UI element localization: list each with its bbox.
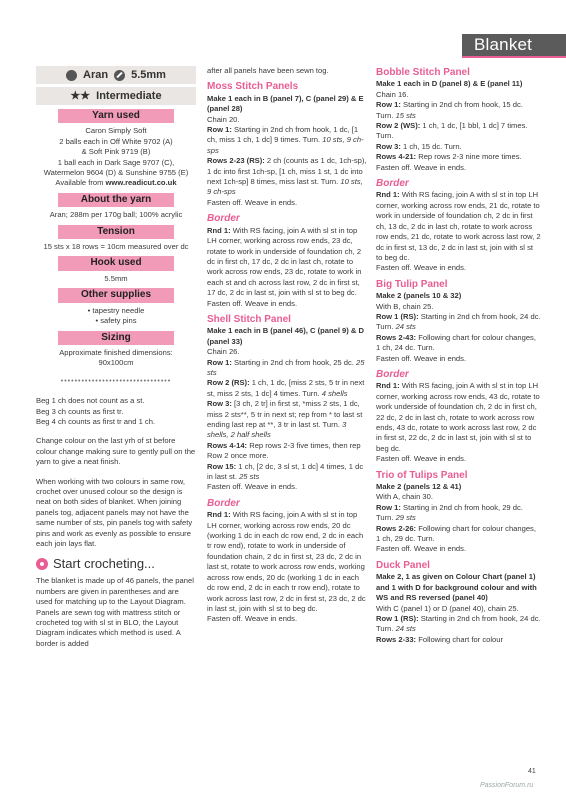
row-label: Row 1: (207, 357, 232, 367)
moss-fasten-off: Fasten off. Weave in ends. (207, 197, 298, 207)
supplier-link[interactable]: www.readicut.co.uk (105, 178, 177, 188)
note-line: Beg 1 ch does not count as a st. (36, 396, 145, 406)
row-text: With RS facing, join A with sl st in top LH corner, working across row ends, 20 dc (working 1 dc in each dc row end, 2 dc in each tr row end), rotate to work in underside of foundation chain, 2 dc in first st, 23 dc, 2 dc in last st, rotate to work across row ends, working across row ends, 20 dc (working 1 dc in each dc row end, 2 dc in each tr row end), rotate to work across last row, 2 dc in first st, 23 dc, 2 dc in last st, join with sl st to beg dc. (207, 510, 366, 613)
continued-text: after all panels have been sewn tog. (207, 66, 329, 75)
yarn-used-list (36, 126, 196, 188)
shell-border-title: Border (207, 497, 240, 509)
yarn-line: Caron Simply Soft (85, 126, 147, 136)
skill-level-box (36, 87, 196, 105)
trio-rows-2-26 (376, 524, 541, 545)
row-text: Starting in 2nd ch from hook, 29 dc. Turn. (376, 502, 523, 523)
hook-size: 5.5mm (131, 68, 166, 81)
bobble-stitch-title: Bobble Stitch Panel (376, 67, 470, 78)
supply-item: • safety pins (95, 316, 137, 326)
row-label: Row 1: (376, 100, 401, 110)
tulip-border-round (376, 381, 541, 454)
bobble-chain: Chain 16. (376, 89, 409, 99)
about-yarn-header: About the yarn (58, 193, 174, 207)
sizing-header: Sizing (58, 331, 174, 345)
shell-row-15 (207, 462, 367, 483)
bobble-row-1 (376, 100, 541, 121)
trio-row-1 (376, 503, 541, 524)
row-label: Rows 2-26: (376, 523, 417, 533)
shell-border-fasten: Fasten off. Weave in ends. (207, 614, 298, 624)
trio-fasten-off: Fasten off. Weave in ends. (376, 544, 467, 554)
row-label: Row 3: (207, 399, 232, 409)
trio-tulips-make: Make 2 (panels 12 & 41) (376, 482, 462, 492)
row-label: Rows 4-14: (207, 440, 248, 450)
shell-row-2 (207, 378, 367, 399)
row-text: Starting in 2nd ch from hook, 15 dc. Turn. (376, 100, 523, 120)
bobble-row-3 (376, 142, 541, 152)
bobble-stitch-make: Make 1 each in D (panel 8) & E (panel 11) (376, 79, 523, 89)
info-column (36, 66, 196, 649)
big-tulip-chain: With B, chain 25. (376, 301, 434, 311)
tension-header: Tension (58, 225, 174, 239)
flower-icon (36, 558, 48, 570)
row-text: Following chart for colour (416, 634, 504, 644)
row-label: Row 2 (WS): (376, 121, 421, 131)
start-heading (36, 558, 196, 570)
duck-panel-title: Duck Panel (376, 559, 430, 571)
shell-stitch-make: Make 1 each in B (panel 46), C (panel 9) & D (panel 33) (207, 326, 364, 346)
moss-stitch-title: Moss Stitch Panels (207, 81, 299, 93)
row-text: 1 ch, 1 dc, [1 bbl, 1 dc] 7 times. Turn. (376, 121, 528, 141)
big-tulip-rows-2-43 (376, 333, 541, 354)
moss-border-fasten: Fasten off. Weave in ends. (207, 298, 298, 308)
duck-chain: With C (panel 1) or D (panel 40), chain 25. (376, 603, 519, 613)
row-label: Row 2 (RS): (207, 378, 250, 388)
shell-row-1 (207, 358, 367, 379)
availability-prefix: Available from (55, 178, 106, 188)
big-tulip-title: Big Tulip Panel (376, 278, 448, 290)
stitch-count: 10 sts, 9 ch-sps (207, 177, 363, 197)
row-label: Rnd 1: (207, 225, 231, 235)
stitch-count: 24 sts (395, 624, 416, 634)
bobble-border-round (376, 190, 541, 263)
big-tulip-make: Make 2 (panels 10 & 32) (376, 291, 462, 301)
yarn-line: & Soft Pink 9719 (B) (81, 147, 151, 157)
two-colour-note: When working with two colours in same row, crochet over unused colour so the design is neat on both sides of blanket. When joining panels tog, adjacent panels may not have the same number of sts, pin panels tog with safety pins and work as evenly as possible to ensure each join lays flat. (36, 476, 193, 548)
other-supplies-header: Other supplies (58, 288, 174, 302)
row-label: Row 15: (207, 461, 237, 471)
yarn-weight-hook-box (36, 66, 196, 84)
duck-panel-make: Make 2, 1 as given on Colour Chart (panel 1) and 1 with D for background colour and with WS and RS reversed (panel 40) (376, 572, 537, 603)
stitch-count: 4 shells (321, 388, 348, 398)
page-title: Blanket (462, 34, 566, 56)
shell-rows-4-14 (207, 441, 367, 462)
row-text: 1 ch, 15 dc. Turn. (400, 141, 462, 151)
row-text: Starting in 2nd ch from hook, 24 dc. Turn. (376, 311, 541, 332)
row-label: Rows 2-33: (376, 634, 417, 644)
colour-change-note: Change colour on the last yrh of st before colour change making sure to gently pull on the yarn to give a neat finish. (36, 436, 196, 467)
note-line: Beg 3 ch counts as first tr. (36, 406, 124, 416)
hook-used-text: 5.5mm (104, 273, 128, 283)
trio-tulips-title: Trio of Tulips Panel (376, 469, 468, 481)
stitch-count: 10 sts, 9 ch-sps (207, 135, 364, 155)
bobble-border-title: Border (376, 178, 409, 190)
skill-level: Intermediate (96, 89, 162, 102)
tulip-border-fasten: Fasten off. Weave in ends. (376, 454, 467, 464)
start-text: The blanket is made up of 46 panels, the panel numbers are given in parentheses and are used for matching up to the Layout Diagram. Panels are sewn tog with mattress stitch or crocheted tog with sl st in BLO, the Layout Diagram indicates which method is used. A border is added (36, 576, 194, 648)
row-text: Starting in 2nd ch from hook, 25 dc. (231, 357, 357, 367)
start-heading-text: Start crocheting... (53, 556, 155, 572)
yarn-line: Watermelon 9604 (D) & Sunshine 9755 (E) (43, 168, 189, 178)
row-label: Row 1 (RS): (376, 613, 419, 623)
stitch-count: 29 sts (395, 513, 416, 523)
row-text: With RS facing, join A with sl st in top LH corner, working across row ends, 43 dc, rotate to work underside of foundation ch, 2 dc in first ch, 22 dc, 2 dc in last ch, rotate to work across row ends, 43 dc, rotate to work across last row, 2 dc in first st, 22 dc, 2 dc in last st, join with sl st to beg dc. (376, 381, 540, 453)
star-icon: ★★ (70, 89, 91, 102)
row-text: Rep rows 2-3 five times, then rep Row 2 once more. (207, 440, 361, 461)
stitch-count: 3 shells, 2 half shells (207, 420, 347, 440)
yarn-used-header: Yarn used (58, 109, 174, 123)
stitch-count: 25 sts (207, 357, 365, 377)
moss-border-round (207, 226, 367, 299)
row-text: [3 ch, 2 tr] in first st, *miss 2 sts, 1 dc, miss 2 sts**, 5 tr in next st; rep from * to last st ending last rep at **, 3 tr in last st. Turn. (207, 399, 363, 429)
moss-stitch-make: Make 1 each in B (panel 7), C (panel 29) & E (panel 28) (207, 93, 364, 114)
row-label: Rows 2-23 (RS): (207, 156, 265, 166)
pattern-column-2 (207, 66, 367, 625)
pattern-column-3 (376, 66, 541, 645)
stitch-count: 25 sts (239, 472, 260, 482)
shell-stitch-chain: Chain 26. (207, 347, 240, 357)
moss-row-2 (207, 156, 367, 198)
crochet-hook-icon (114, 70, 125, 81)
row-label: Row 1: (376, 502, 401, 512)
shell-stitch-title: Shell Stitch Panel (207, 313, 291, 325)
page-number: 41 (528, 768, 536, 775)
bobble-border-fasten: Fasten off. Weave in ends. (376, 263, 467, 273)
bobble-rows-4-21 (376, 152, 541, 162)
bobble-fasten-off: Fasten off. Weave in ends. (376, 162, 467, 172)
stitch-count: 24 sts (395, 322, 416, 332)
shell-border-round (207, 510, 367, 614)
row-label: Row 1 (RS): (376, 311, 419, 321)
about-yarn-text: Aran; 288m per 170g ball; 100% acrylic (49, 210, 183, 220)
row-label: Rows 4-21: (376, 152, 417, 162)
yarn-ball-icon (66, 70, 77, 81)
row-label: Row 1: (207, 125, 232, 135)
row-text: 1 ch, [2 dc, 3 sl st, 1 dc] 4 times, 1 dc in last st. (207, 461, 364, 482)
hook-used-header: Hook used (58, 256, 174, 270)
big-tulip-fasten-off: Fasten off. Weave in ends. (376, 353, 467, 363)
row-label: Rnd 1: (376, 381, 400, 391)
row-text: Following chart for colour changes, 1 ch, 29 dc. Turn. (376, 523, 536, 544)
row-text: With RS facing, join A with sl st in top LH corner, working across row ends, 21 dc, rotate to work in underside of foundation ch, 2 dc in first ch, 13 dc, 2 dc in last ch, rotate to work across row ends, 21 dc, rotate to work across last row, 2 dc in first st, 13 dc, 2 dc in last st, join with sl st to beg dc. (376, 190, 541, 262)
duck-rows-2-33 (376, 635, 541, 645)
title-underline (462, 56, 566, 58)
moss-border-title: Border (207, 213, 240, 225)
note-line: Beg 4 ch counts as first tr and 1 ch. (36, 416, 156, 426)
row-text: Starting in 2nd ch from hook, 24 dc. Turn. (376, 613, 541, 634)
shell-row-3 (207, 399, 367, 441)
yarn-weight: Aran (83, 68, 109, 81)
moss-row-1 (207, 125, 367, 156)
duck-row-1 (376, 614, 541, 635)
row-text: Rep rows 2-3 nine more times. (416, 152, 522, 162)
row-label: Rnd 1: (207, 510, 231, 520)
dotted-divider: •••••••••••••••••••••••••••••••• (60, 377, 172, 385)
sizing-dimensions: 90x100cm (98, 358, 134, 368)
big-tulip-row-1 (376, 312, 541, 333)
trio-tulips-chain: With A, chain 30. (376, 492, 433, 502)
tulip-border-title: Border (376, 368, 409, 380)
row-text: Starting in 2nd ch from hook, 1 dc, [1 ch, miss 1 ch, 1 dc] 9 times. Turn. (207, 125, 359, 145)
row-text: 2 ch (counts as 1 dc, 1ch-sp), 1 dc into first 1ch-sp, [1 ch, miss 1 st, 1 dc into next 1ch-sp] 8 times, miss last st. Turn. (207, 156, 367, 187)
yarn-line: 1 ball each in Dark Sage 9707 (C), (57, 157, 175, 167)
stitch-count: 15 sts (395, 110, 416, 120)
beginning-notes (36, 396, 196, 427)
shell-fasten-off: Fasten off. Weave in ends. (207, 482, 298, 492)
row-label: Rows 2-43: (376, 332, 417, 342)
yarn-line: 2 balls each in Off White 9702 (A) (59, 136, 173, 146)
row-text: Following chart for colour changes, 1 ch, 24 dc. Turn. (376, 332, 536, 353)
row-label: Row 3: (376, 141, 401, 151)
row-text: With RS facing, join A with sl st in top LH corner, working across row ends, 23 dc, rotate to work in underside of foundation ch, 2 dc in first ch, 17 dc, 2 dc in last ch, rotate to work across row ends, 23 dc, rotate to work in each st and ch across last row, 2 dc in first st, 17 dc, 2 dc in last st, join with sl st to beg dc. (207, 225, 362, 298)
supply-item: • tapestry needle (87, 305, 145, 315)
tension-text: 15 sts x 18 rows = 10cm measured over dc (43, 242, 189, 252)
sizing-line: Approximate finished dimensions: (59, 347, 173, 357)
row-label: Rnd 1: (376, 190, 400, 200)
row-text: 1 ch, 1 dc, [miss 2 sts, 5 tr in next st, miss 2 sts, 1 dc] 4 times. Turn. (207, 378, 365, 398)
yarn-availability (36, 178, 196, 188)
bobble-row-2 (376, 121, 541, 142)
watermark: PassionForum.ru (480, 782, 534, 789)
moss-stitch-chain: Chain 20. (207, 114, 240, 124)
